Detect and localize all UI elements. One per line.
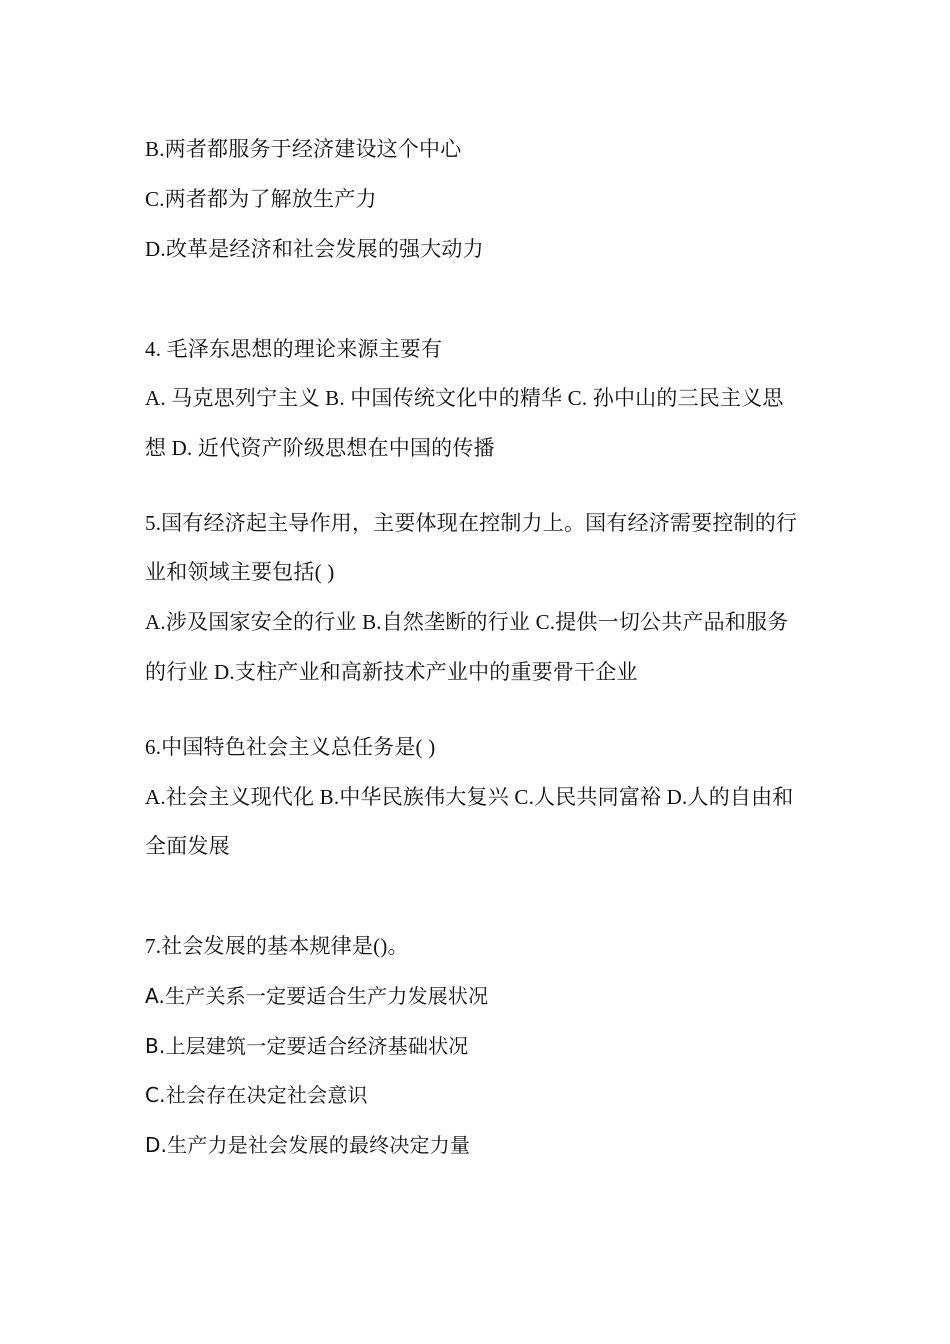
option-line: D.生产力是社会发展的最终决定力量 [145,1133,471,1157]
option-line: B.上层建筑一定要适合经济基础状况 [145,1034,469,1058]
option-line: 全面发展 [145,834,230,858]
question-line: 6.中国特色社会主义总任务是( ) [145,735,436,759]
option-line: A.社会主义现代化 B.中华民族伟大复兴 C.人民共同富裕 D.人的自由和 [145,785,794,809]
option-line: C.两者都为了解放生产力 [145,187,377,211]
option-line: C.社会存在决定社会意识 [145,1083,368,1107]
option-line: A.生产关系一定要适合生产力发展状况 [145,984,489,1008]
option-line: 的行业 D.支柱产业和高新技术产业中的重要骨干企业 [145,660,638,684]
option-line: D.改革是经济和社会发展的强大动力 [145,237,484,261]
option-line: A.涉及国家安全的行业 B.自然垄断的行业 C.提供一切公共产品和服务 [145,610,789,634]
question-line: 业和领域主要包括( ) [145,560,335,584]
question-line: 5.国有经济起主导作用，主要体现在控制力上。国有经济需要控制的行 [145,511,798,535]
question-line: 7.社会发展的基本规律是()。 [145,934,409,958]
question-line: 4. 毛泽东思想的理论来源主要有 [145,337,443,361]
option-line: B.两者都服务于经济建设这个中心 [145,137,462,161]
option-line: A. 马克思列宁主义 B. 中国传统文化中的精华 C. 孙中山的三民主义思 [145,386,784,410]
option-line: 想 D. 近代资产阶级思想在中国的传播 [145,436,495,460]
